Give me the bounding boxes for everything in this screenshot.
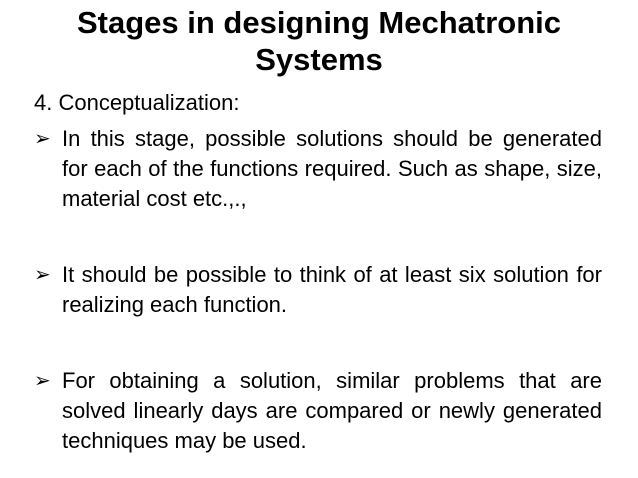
- arrow-bullet-icon: ➢: [34, 128, 51, 150]
- bullet-item: [34, 366, 602, 456]
- bullet-item: [34, 260, 602, 320]
- arrow-bullet-icon: ➢: [34, 264, 51, 286]
- section-heading: 4. Conceptualization:: [34, 90, 240, 115]
- slide-title: Stages in designing Mechatronic Systems: [76, 5, 562, 77]
- arrow-bullet-icon: ➢: [34, 370, 51, 392]
- bullet-text: It should be possible to think of at least six solution for realizing each function.: [62, 262, 602, 317]
- bullet-item: [34, 124, 602, 214]
- bullet-text: For obtaining a solution, similar problems that are solved linearly days are compared or newly generated techniques may be used.: [62, 368, 602, 453]
- bullet-text: In this stage, possible solutions should be generated for each of the functions required. Such as shape, size, material cost etc.,.,: [62, 126, 602, 211]
